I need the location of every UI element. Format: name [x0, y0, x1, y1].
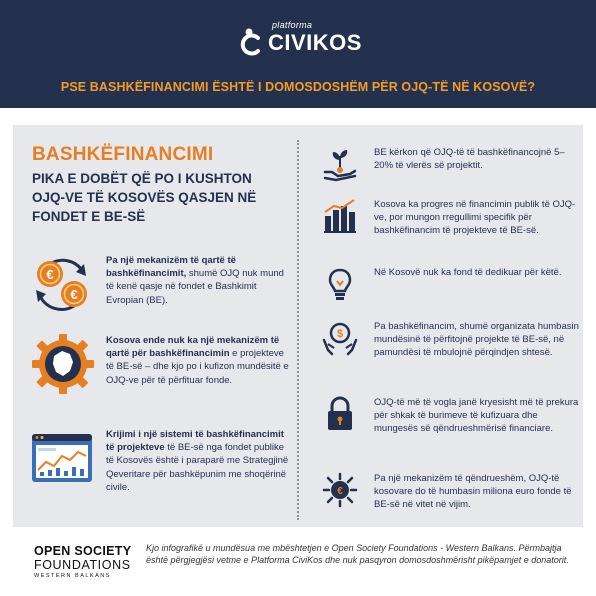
svg-text:€: €: [337, 486, 343, 497]
lightbulb-icon: [322, 266, 358, 302]
page-title: PSE BASHKËFINANCIMI ËSHTË I DOMOSDOSHËM PËR OJQ-TË NË KOSOVË?: [60, 80, 536, 94]
dashboard-screen-icon: [30, 428, 94, 488]
euro-coins-exchange-icon: [30, 254, 94, 314]
osf-logo: [34, 544, 134, 579]
osf-logo-line1: OPEN SOCIETY: [34, 544, 132, 558]
svg-text:€: €: [46, 267, 54, 282]
left-item-text-1: [106, 254, 292, 307]
header-banner: [0, 0, 596, 108]
osf-logo-line2: FOUNDATIONS: [34, 558, 131, 572]
right-item-text-4: Pa bashkëfinancim, shumë organizata humbasin mundësinë të përfitojnë projekte të BE-së, në pamundësi të mbulojnë përqindjen shtesë.: [374, 321, 579, 359]
svg-text:€: €: [70, 287, 78, 302]
left-item-bold-3: Krijimi i një sistemi të bashkëfinancimit të projekteve: [106, 429, 284, 454]
osf-logo-line3: WESTERN BALKANS: [34, 573, 111, 579]
logo-text: CIVIKOS: [268, 30, 362, 55]
logo-subtext: platforma: [272, 20, 313, 30]
money-hands-icon: [322, 320, 358, 356]
bar-chart-buildings-icon: [322, 198, 358, 234]
right-item-text-6: Pa një mekanizëm të qëndrueshëm, OJQ-të kosovare do të humbasin miliona euro fonde të BE-së në vitet në vijim.: [374, 473, 572, 511]
left-item-rest-3: të BE-së nga fondet publike të Kosovës është i paraparë me Strategjinë Qeveritare për bashkëpunim me shoqërinë civile.: [106, 442, 289, 493]
padlock-icon: [322, 396, 358, 432]
section-title: BASHKËFINANCIMI: [32, 144, 214, 165]
euro-coin-arrows-icon: [322, 472, 358, 508]
kosovo-gear-icon: [30, 334, 94, 394]
plant-money-hand-icon: [322, 146, 358, 182]
svg-text:$: $: [336, 328, 344, 340]
section-subtitle: PIKA E DOBËT QË PO I KUSHTON OJQ-VE TË KOSOVËS QASJEN NË FONDET E BE-SË: [32, 171, 257, 224]
right-item-text-2: Kosova ka progres në financimin publik të OJQ-ve, por mungon rregullimi specifik për bashkëfinancim të projekteve të BE-së.: [374, 199, 576, 237]
left-item-rest-1: shumë OJQ nuk mund të kenë qasje në fondet e Bashkimit Evropian (BE).: [106, 268, 284, 306]
left-item-text-3: [106, 428, 292, 494]
right-item-text-1: BE kërkon që OJQ-të të bashkëfinancojnë 5–20% të vlerës së projektit.: [374, 147, 565, 172]
left-item-bold-1: Pa një mekanizëm të qartë të bashkëfinancimit,: [106, 255, 236, 280]
column-divider: [297, 140, 299, 520]
left-item-bold-2: Kosova ende nuk ka një mekanizëm të qartë për bashkëfinancimin: [106, 335, 280, 360]
left-item-rest-2: e projekteve të BE-së – dhe kjo po i kufizon mundësitë e OJQ-ve për të përfituar fonde.: [106, 348, 289, 386]
right-item-text-5: OJQ-të më të vogla janë kryesisht më të prekura për shkak të burimeve të kufizuara dhe mungesës së qëndrueshmërisë financiare.: [374, 397, 579, 435]
left-item-text-2: [106, 334, 292, 387]
civikos-logo: [234, 18, 364, 62]
civikos-mark-icon: [236, 26, 266, 56]
right-item-text-3: Në Kosovë nuk ka fond të dedikuar për këtë.: [374, 267, 562, 278]
footer-disclaimer: Kjo infografikë u mundësua me mbështetjen e Open Society Foundations - Western Balkans. Përmbajtja është përgjegjësi vetme e Platforma CiviKos dhe nuk pasqyron domosdoshmërisht pikëpamjet e donatorit.: [146, 543, 569, 565]
